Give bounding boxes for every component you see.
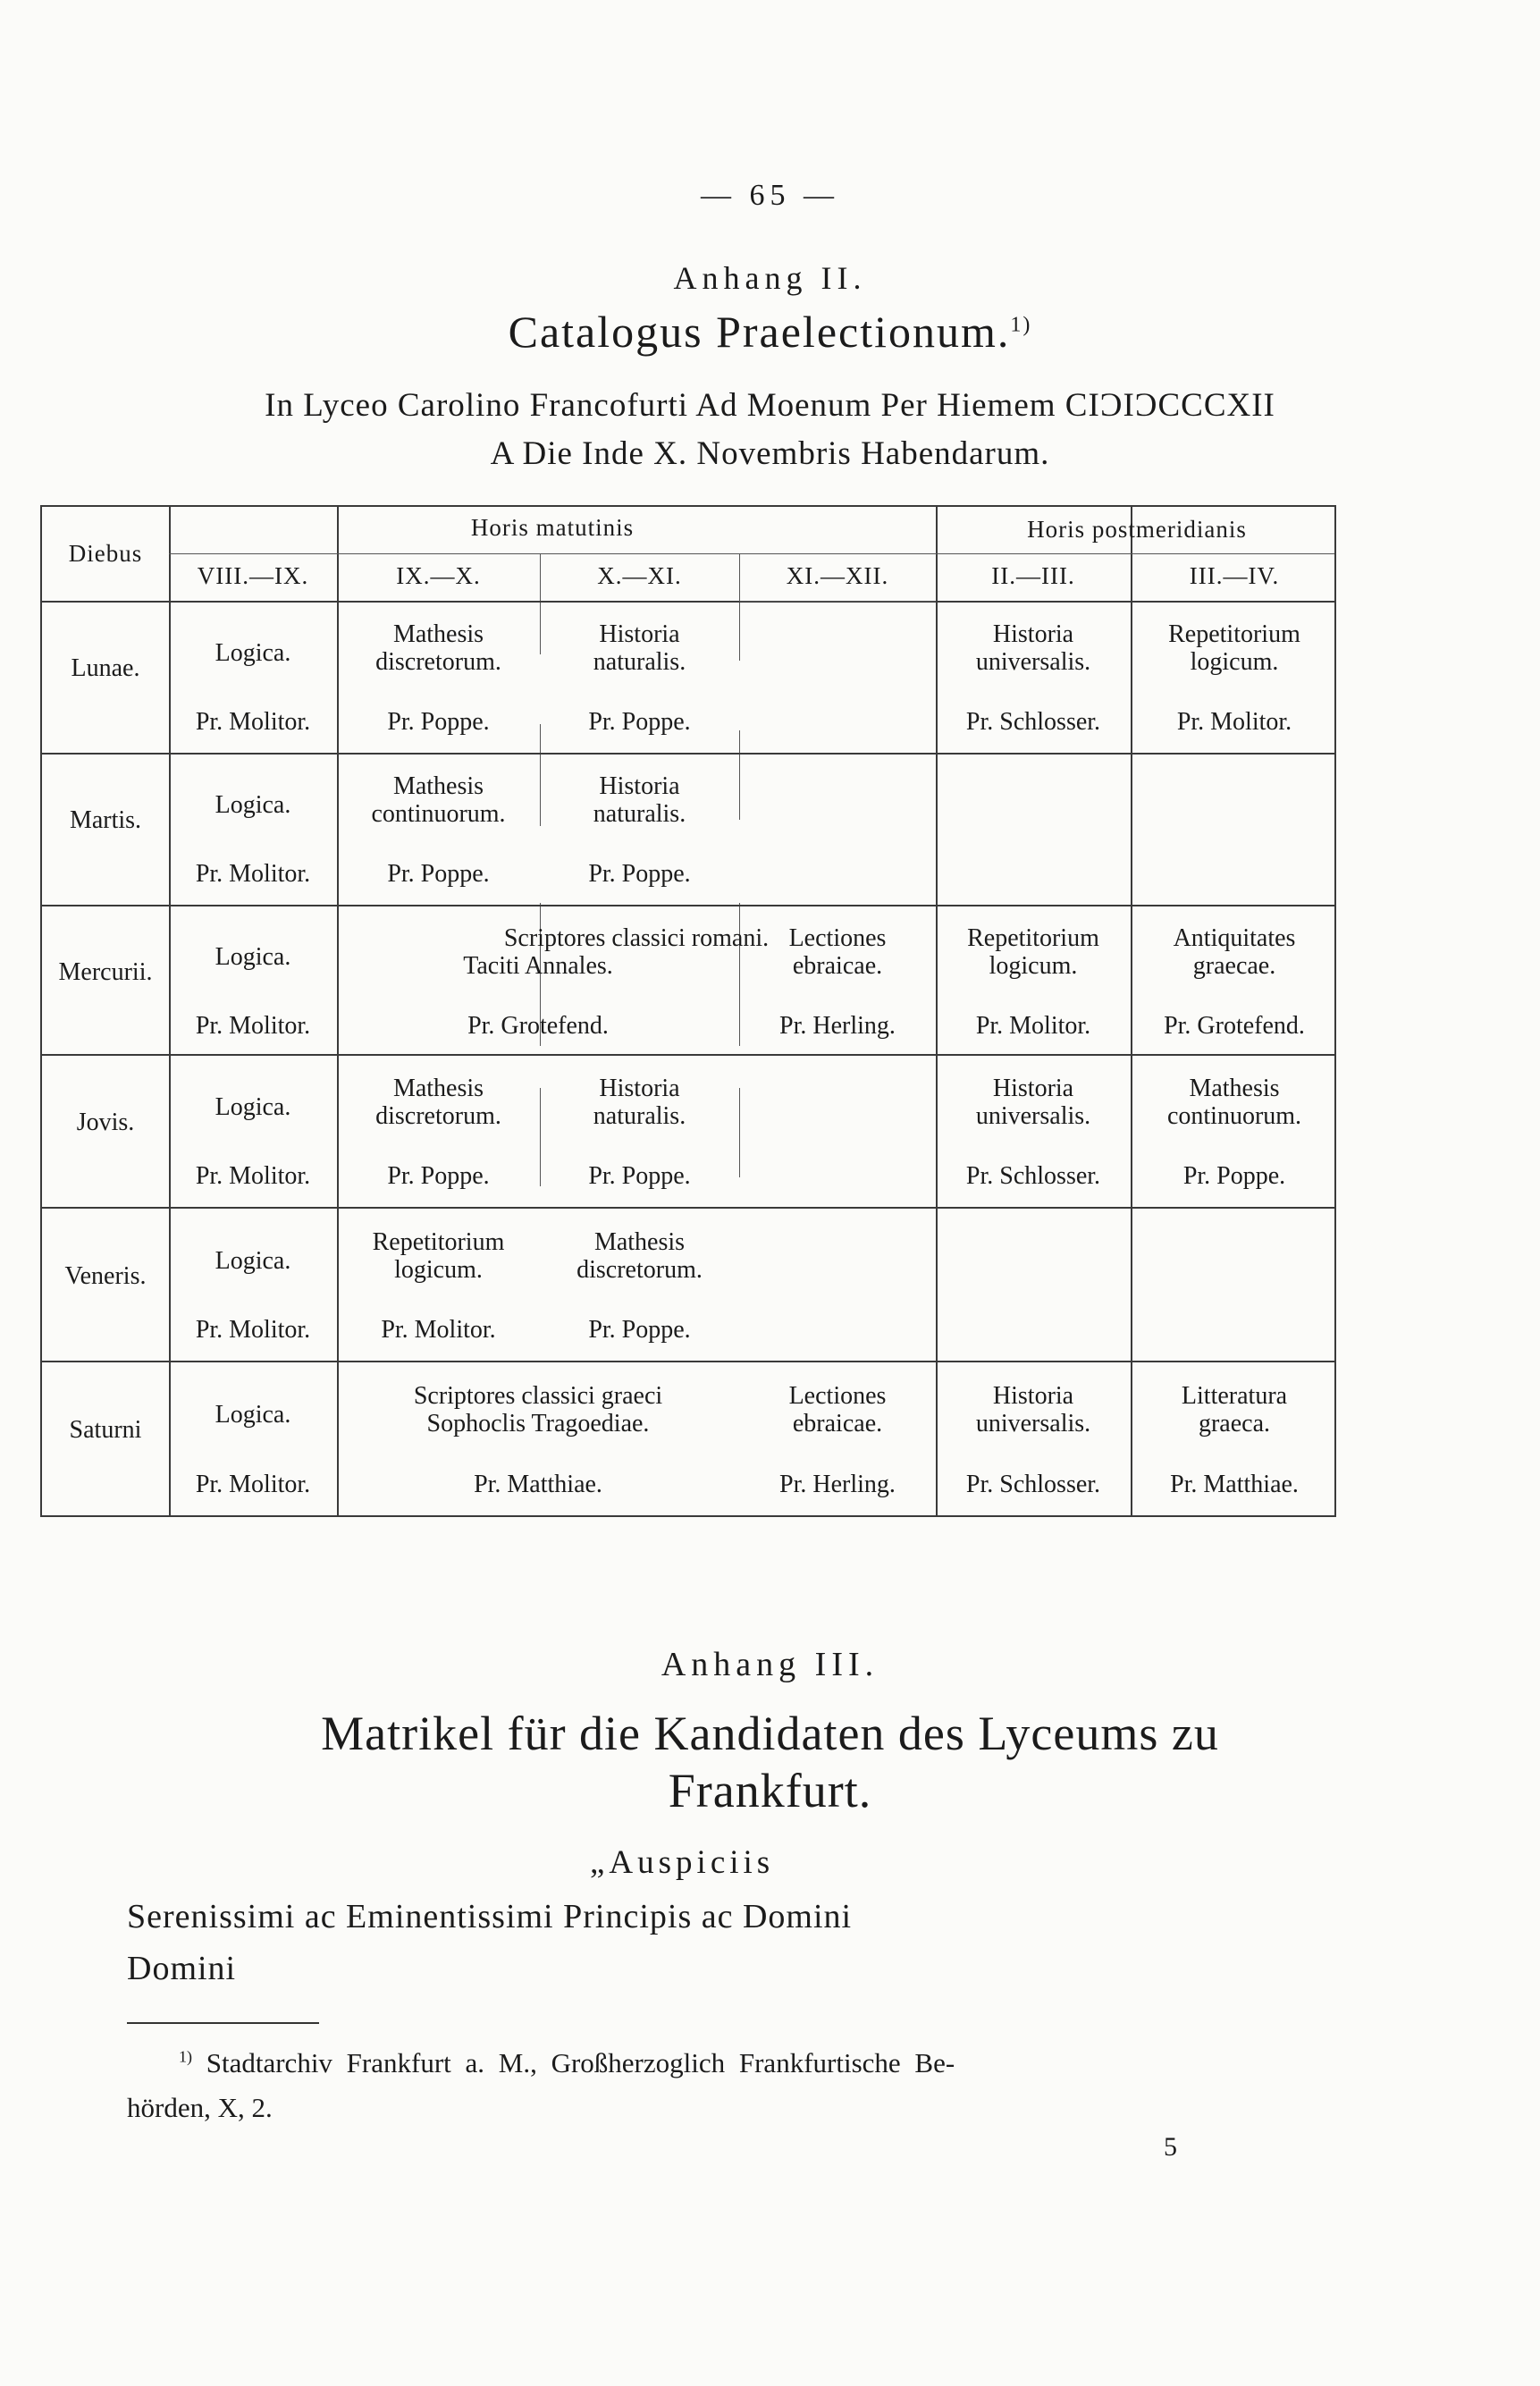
cell-saturni-5-l2: universalis.	[975, 1410, 1091, 1438]
cell-lunae-5-l2: universalis.	[975, 648, 1091, 676]
hour-header-3: X.—XI.	[597, 562, 682, 589]
cell-jovis-5-teacher: Pr. Schlosser.	[965, 1162, 1101, 1190]
cell-jovis-5-l2: universalis.	[975, 1102, 1091, 1130]
cell-jovis-2-l2: discretorum.	[375, 1102, 501, 1130]
cell-saturni-4-l2: ebraicae.	[792, 1410, 883, 1438]
cell-mercurii-6-l2: graecae.	[1192, 952, 1276, 980]
rule-h-header-split	[169, 553, 1334, 554]
auspiciis-heading: „Auspiciis	[590, 1844, 775, 1881]
appendix-3-label: Anhang III.	[661, 1646, 879, 1683]
cell-jovis-1-subject: Logica.	[215, 1093, 291, 1121]
cell-mercurii-23-teacher: Pr. Grotefend.	[467, 1012, 609, 1040]
cell-saturni-5-l1: Historia	[992, 1382, 1074, 1410]
rule-h-header-bottom	[42, 601, 1334, 603]
cell-mercurii-1-subject: Logica.	[215, 943, 291, 971]
morning-header: Horis matutinis	[470, 514, 635, 541]
day-mercurii: Mercurii.	[58, 958, 153, 986]
cell-jovis-3-teacher: Pr. Poppe.	[588, 1162, 691, 1190]
cell-mercurii-4-teacher: Pr. Herling.	[779, 1012, 896, 1040]
cell-mercurii-5-l1: Repetitorium	[967, 924, 1099, 952]
cell-martis-3-l1: Historia	[599, 772, 680, 800]
cell-saturni-6-l2: graeca.	[1198, 1410, 1271, 1438]
cell-saturni-6-teacher: Pr. Matthiae.	[1170, 1471, 1299, 1498]
appendix-label: Anhang II.	[673, 260, 867, 296]
cell-martis-3-teacher: Pr. Poppe.	[588, 860, 691, 888]
dedication-line-2: Domini	[127, 1950, 237, 1987]
lecture-schedule-table	[40, 505, 1336, 1517]
cell-saturni-5-teacher: Pr. Schlosser.	[965, 1471, 1101, 1498]
day-jovis: Jovis.	[76, 1109, 135, 1136]
cell-jovis-5-l1: Historia	[992, 1075, 1074, 1102]
subtitle-line-2: A Die Inde X. Novembris Habendarum.	[490, 435, 1050, 472]
rule-h-5	[42, 1361, 1334, 1362]
cell-lunae-1-subject: Logica.	[215, 639, 291, 667]
cell-mercurii-5-l2: logicum.	[989, 952, 1078, 980]
hour-header-1: VIII.—IX.	[197, 562, 309, 589]
rule-h-extra	[739, 601, 936, 602]
cell-veneris-3-teacher: Pr. Poppe.	[588, 1316, 691, 1344]
cell-lunae-5-l1: Historia	[992, 620, 1074, 648]
cell-mercurii-23-l1: Scriptores classici romani.	[503, 924, 770, 952]
hour-header-4: XI.—XII.	[786, 562, 889, 589]
cell-veneris-2-l2: logicum.	[394, 1256, 483, 1284]
cell-veneris-1-subject: Logica.	[215, 1247, 291, 1275]
hour-header-2: IX.—X.	[396, 562, 481, 589]
cell-martis-2-l1: Mathesis	[392, 772, 484, 800]
cell-martis-2-teacher: Pr. Poppe.	[387, 860, 490, 888]
cell-mercurii-4-l1: Lectiones	[788, 924, 887, 952]
cell-martis-2-l2: continuorum.	[371, 800, 506, 828]
cell-mercurii-4-l2: ebraicae.	[792, 952, 883, 980]
cell-mercurii-6-teacher: Pr. Grotefend.	[1164, 1012, 1305, 1040]
cell-lunae-6-teacher: Pr. Molitor.	[1176, 708, 1292, 736]
cell-lunae-3-teacher: Pr. Poppe.	[588, 708, 691, 736]
cell-jovis-2-teacher: Pr. Poppe.	[387, 1162, 490, 1190]
cell-saturni-4-teacher: Pr. Herling.	[779, 1471, 896, 1498]
cell-saturni-23-l1: Scriptores classici graeci	[413, 1382, 663, 1410]
sheet-number: 5	[1164, 2132, 1177, 2162]
rule-h-2	[42, 905, 1334, 906]
hour-header-5: II.—III.	[991, 562, 1075, 589]
footnote-line-2: hörden, X, 2.	[127, 2092, 273, 2123]
catalog-title-text: Catalogus Praelectionum.	[508, 307, 1011, 357]
cell-lunae-2-teacher: Pr. Poppe.	[387, 708, 490, 736]
catalog-title	[0, 306, 1540, 358]
cell-mercurii-6-l1: Antiquitates	[1173, 924, 1296, 952]
day-saturni: Saturni	[69, 1416, 142, 1444]
cell-saturni-6-l1: Litteratura	[1181, 1382, 1288, 1410]
cell-saturni-1-subject: Logica.	[215, 1401, 291, 1429]
cell-lunae-6-l1: Repetitorium	[1168, 620, 1300, 648]
day-lunae: Lunae.	[71, 654, 140, 682]
cell-veneris-3-l2: discretorum.	[576, 1256, 703, 1284]
cell-mercurii-5-teacher: Pr. Molitor.	[975, 1012, 1091, 1040]
day-veneris: Veneris.	[64, 1262, 147, 1290]
cell-lunae-1-teacher: Pr. Molitor.	[195, 708, 311, 736]
cell-jovis-3-l2: naturalis.	[593, 1102, 686, 1130]
footnote-line-1	[179, 2047, 955, 2079]
cell-lunae-5-teacher: Pr. Schlosser.	[965, 708, 1101, 736]
subtitle-line-1: In Lyceo Carolino Francofurti Ad Moenum Per Hiemem CIƆIƆCCCXII	[265, 387, 1275, 424]
rule-v-c3-b	[739, 730, 740, 820]
title-footnote-mark: 1)	[1010, 313, 1032, 337]
cell-jovis-6-teacher: Pr. Poppe.	[1182, 1162, 1286, 1190]
cell-veneris-1-teacher: Pr. Molitor.	[195, 1316, 311, 1344]
day-martis: Martis.	[69, 806, 142, 834]
rule-v-c3-d	[739, 1088, 740, 1177]
cell-lunae-2-l1: Mathesis	[392, 620, 484, 648]
cell-saturni-4-l1: Lectiones	[788, 1382, 887, 1410]
dedication-line-1: Serenissimi ac Eminentissimi Principis ac Domini	[127, 1898, 853, 1935]
matrikel-title-line-2: Frankfurt.	[668, 1764, 872, 1817]
cell-lunae-2-l2: discretorum.	[375, 648, 501, 676]
rule-h-3	[42, 1054, 1334, 1056]
matrikel-title-line-1: Matrikel für die Kandidaten des Lyceums zu	[321, 1707, 1219, 1760]
cell-lunae-3-l1: Historia	[599, 620, 680, 648]
cell-lunae-3-l2: naturalis.	[593, 648, 686, 676]
cell-jovis-1-teacher: Pr. Molitor.	[195, 1162, 311, 1190]
cell-martis-1-teacher: Pr. Molitor.	[195, 860, 311, 888]
cell-saturni-23-teacher: Pr. Matthiae.	[474, 1471, 602, 1498]
footnote-mark: 1)	[179, 2047, 192, 2066]
cell-lunae-6-l2: logicum.	[1190, 648, 1279, 676]
cell-jovis-2-l1: Mathesis	[392, 1075, 484, 1102]
diebus-header: Diebus	[68, 540, 143, 567]
cell-veneris-3-l1: Mathesis	[593, 1228, 686, 1256]
cell-jovis-6-l2: continuorum.	[1166, 1102, 1302, 1130]
rule-h-4	[42, 1207, 1334, 1209]
footnote-text-1: Stadtarchiv Frankfurt a. M., Großherzoglich Frankfurtische Be-	[206, 2047, 955, 2078]
cell-mercurii-1-teacher: Pr. Molitor.	[195, 1012, 311, 1040]
cell-martis-1-subject: Logica.	[215, 791, 291, 819]
rule-h-1	[42, 753, 1334, 755]
page-number: — 65 —	[701, 179, 839, 212]
cell-martis-3-l2: naturalis.	[593, 800, 686, 828]
cell-veneris-2-teacher: Pr. Molitor.	[381, 1316, 496, 1344]
cell-jovis-3-l1: Historia	[599, 1075, 680, 1102]
cell-mercurii-23-l2: Taciti Annales.	[463, 952, 613, 980]
cell-saturni-23-l2: Sophoclis Tragoediae.	[426, 1410, 650, 1438]
cell-saturni-1-teacher: Pr. Molitor.	[195, 1471, 311, 1498]
cell-jovis-6-l1: Mathesis	[1189, 1075, 1280, 1102]
cell-veneris-2-l1: Repetitorium	[372, 1228, 505, 1256]
footnote-rule	[127, 2022, 319, 2024]
hour-header-6: III.—IV.	[1189, 562, 1280, 589]
afternoon-header: Horis postmeridianis	[1027, 516, 1247, 543]
